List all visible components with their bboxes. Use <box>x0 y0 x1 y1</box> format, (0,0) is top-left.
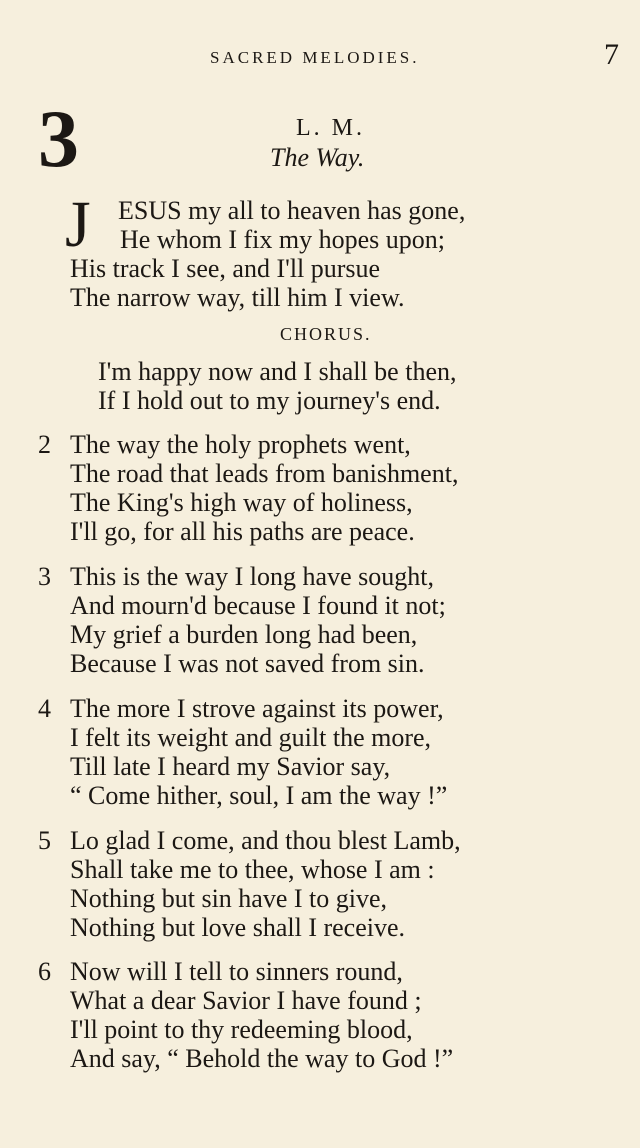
stanza-5-line-4: Nothing but love shall I receive. <box>70 913 406 942</box>
stanza-3-line-4: Because I was not saved from sin. <box>70 649 425 678</box>
stanza-number: 5 <box>38 826 51 855</box>
running-head: SACRED MELODIES. <box>210 48 420 67</box>
stanza-6-line-3: I'll point to thy redeeming blood, <box>70 1015 413 1044</box>
stanza-4-line-1: The more I strove against its power, <box>70 694 444 723</box>
stanza-1-line-2: He whom I fix my hopes upon; <box>120 225 445 254</box>
stanza-number: 3 <box>38 562 51 591</box>
page-number: 7 <box>604 38 619 71</box>
drop-cap: J <box>65 188 91 261</box>
stanza-2-line-2: The road that leads from banishment, <box>70 459 459 488</box>
stanza-4-line-3: Till late I heard my Savior say, <box>70 752 391 781</box>
stanza-6-line-4: And say, “ Behold the way to God !” <box>70 1044 454 1073</box>
stanza-number: 4 <box>38 694 51 723</box>
hymn-meter: L. M. <box>296 115 365 141</box>
stanza-number: 6 <box>38 957 51 986</box>
stanza-number: 2 <box>38 430 51 459</box>
stanza-5-line-2: Shall take me to thee, whose I am : <box>70 855 435 884</box>
stanza-3-line-3: My grief a burden long had been, <box>70 620 418 649</box>
chorus-line-2: If I hold out to my journey's end. <box>98 386 441 415</box>
stanza-3-line-2: And mourn'd because I found it not; <box>70 591 446 620</box>
stanza-4-line-4: “ Come hither, soul, I am the way !” <box>70 781 448 810</box>
stanza-5-line-1: Lo glad I come, and thou blest Lamb, <box>70 826 461 855</box>
hymn-number: 3 <box>38 93 79 184</box>
stanza-2-line-4: I'll go, for all his paths are peace. <box>70 517 415 546</box>
chorus-line-1: I'm happy now and I shall be then, <box>98 357 457 386</box>
stanza-6-line-1: Now will I tell to sinners round, <box>70 957 403 986</box>
stanza-5-line-3: Nothing but sin have I to give, <box>70 884 388 913</box>
stanza-1-line-1: ESUS my all to heaven has gone, <box>118 196 466 225</box>
hymn-title: The Way. <box>270 143 365 172</box>
stanza-1-line-4: The narrow way, till him I view. <box>70 283 405 312</box>
stanza-6-line-2: What a dear Savior I have found ; <box>70 986 422 1015</box>
stanza-2-line-1: The way the holy prophets went, <box>70 430 411 459</box>
chorus-heading: CHORUS. <box>280 324 372 344</box>
stanza-2-line-3: The King's high way of holiness, <box>70 488 413 517</box>
stanza-1-line-3: His track I see, and I'll pursue <box>70 254 381 283</box>
stanza-4-line-2: I felt its weight and guilt the more, <box>70 723 432 752</box>
stanza-3-line-1: This is the way I long have sought, <box>70 562 434 591</box>
